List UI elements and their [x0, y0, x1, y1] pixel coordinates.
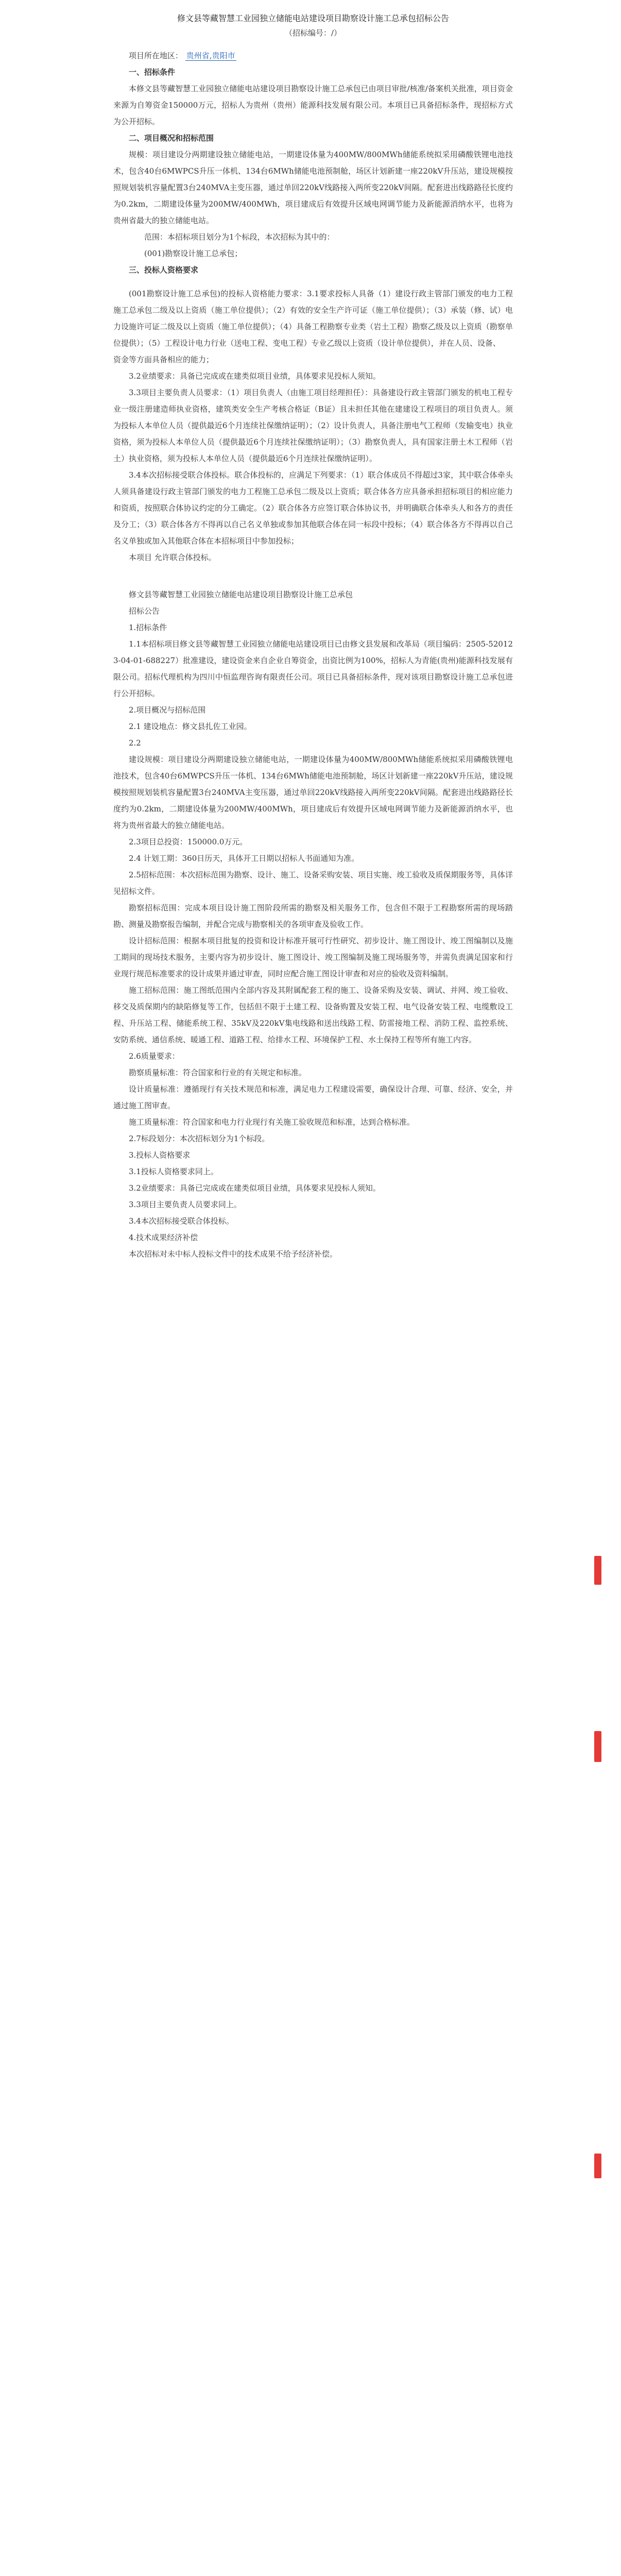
part2-paragraph: 2.3项目总投资：150000.0万元。: [129, 837, 248, 846]
scroll-marker: [594, 1556, 601, 1585]
part2-paragraph: 2.项目概况与招标范围: [129, 705, 206, 715]
part2-paragraph: 1.1本招标项目修文县等藏智慧工业园独立储能电站建设项目已由修文县发展和改革局（项目编码：2505-520123-04-01-688227）批准建设，建设资金来自企业自筹资金，出资比例为100%，招标人为青能(贵州)能源科技发展有限公司。招标代理机构为四川中恒监理咨询有限责任公司。项目已具备招标条件，现对该项目勘察设计施工总承包进行公开招标。: [113, 639, 513, 698]
part2-paragraph: 4.技术成果经济补偿: [129, 1233, 198, 1242]
section-heading: 一、招标条件: [129, 67, 176, 77]
paragraph: [113, 146, 513, 229]
part2-paragraph: 3.3项目主要负责人员要求同上。: [129, 1200, 242, 1209]
part2-paragraph: 3.2业绩要求：具备已完成或在建类似项目业绩，具体要求见投标人须知。: [129, 1183, 381, 1193]
announcement-document: [0, 0, 621, 1262]
part2-paragraph: 2.1 建设地点：修文县扎佐工业园。: [129, 722, 252, 731]
part2-paragraph: 施工招标范围：施工图纸范围内全部内容及其附属配套工程的施工、设备采购及安装、调试、并网、竣工验收、移交及质保期内的缺陷修复等工作，包括但不限于土建工程、设备购置及安装工程、电气设备安装工程、电缆敷设工程、升压站工程、储能系统工程、35kV及220kV集电线路和送出线路工程、防雷接地工程、消防工程、监控系统、安防系统、通信系统、暖通工程、道路工程、给排水工程、环境保护工程、水土保持工程等所有施工内容。: [113, 986, 513, 1044]
section-heading: 二、项目概况和招标范围: [129, 133, 214, 143]
paragraph: 本修文县等藏智慧工业园独立储能电站建设项目勘察设计施工总承包已由项目审批/核准/备案机关批准，项目资金来源为自筹资金150000万元，招标人为贵州（贵州）能源科技发展有限公司。本项目已具备招标条件，现招标方式为公开招标。: [113, 84, 513, 126]
paragraph: 本项目 允许联合体投标。: [129, 553, 216, 562]
part2-paragraph: 设计质量标准：遵循现行有关技术规范和标准，满足电力工程建设需要，确保设计合理、可靠、经济、安全，并通过施工图审查。: [113, 1084, 513, 1110]
part2-paragraph: 设计招标范围：根据本项目批复的投资和设计标准开展可行性研究、初步设计、施工图设计、竣工图编制以及施工期间的现场技术服务，主要内容为初步设计、施工图设计、竣工图编制及施工现场服务等，并需负责满足国家和行业现行规范标准要求的设计成果并通过审查，同时应配合施工图设计审查和对应的验收及资料编制。: [113, 936, 513, 978]
region-label: 项目所在地区：: [129, 51, 183, 60]
part2-paragraph: 勘察招标范围：完成本项目设计施工图阶段所需的勘察及相关服务工作，包含但不限于工程勘察所需的现场踏勘、测量及勘察报告编制，并配合完成与勘察相关的各项审查及验收工作。: [113, 903, 513, 929]
document-title: 修文县等藏智慧工业园独立储能电站建设项目勘察设计施工总承包招标公告: [177, 13, 449, 23]
paragraph: (001勘察设计施工总承包)的投标人资格能力要求：3.1要求投标人具备（1）建设行政主管部门颁发的电力工程施工总承包二级及以上资质（施工单位提供）；（2）有效的安全生产许可证（施工单位提供）；（3）承装（修、试）电力设施许可证二级及以上资质（施工单位提供）；（4）具备工程勘察专业类（岩土工程）勘察乙级及以上资质（勘察单位提供）；（5）工程设计电力行业（送电工程、变电工程）专业乙级以上资质（设计单位提供），并在人员、设备、: [113, 289, 513, 348]
part2-paragraph: 本次招标对未中标人投标文件中的技术成果不给予经济补偿。: [129, 1249, 338, 1259]
part2-content: [113, 619, 513, 1262]
part2-paragraph: 2.5招标范围：本次招标范围为勘察、设计、施工、设备采购安装、项目实施、竣工验收及质保期服务等，具体详见招标文件。: [113, 870, 513, 896]
scroll-marker: [594, 1731, 601, 1762]
part2-paragraph: 3.4本次招标接受联合体投标。: [129, 1216, 234, 1226]
region-value[interactable]: 贵州省,贵阳市: [186, 51, 235, 60]
paragraph: 3.3项目主要负责人员要求：（1）项目负责人（由施工项目经理担任）：具备建设行政主管部门颁发的机电工程专业一级注册建造师执业资格，建筑类安全生产考核合格证（B证）且未担任其他在建建设工程项目的项目负责人。须为投标人本单位人员（提供最近6个月连续社保缴纳证明）；（2）设计负责人，具备注册电气工程师（发输变电）执业资格，须为投标人本单位人员（提供最近6个月连续社保缴纳证明）；（3）勘察负责人，具有国家注册土木工程师（岩土）执业资格，须为投标人本单位人员（提供最近6个月连续社保缴纳证明）。: [113, 388, 513, 463]
part2-title: 修文县等藏智慧工业园独立储能电站建设项目勘察设计施工总承包: [129, 590, 353, 599]
part2-paragraph: 勘察质量标准：符合国家和行业的有关规定和标准。: [129, 1068, 307, 1077]
part2-subtitle: 招标公告: [129, 606, 160, 616]
scale-text: 项目建设分两期建设独立储能电站，一期建设体量为400MW/800MWh储能系统拟采用磷酸铁锂电池技术，包含40台6MWPCS升压一体机、134台6MWh储能电池预制舱，场区计划新建一座220kV升压站，建设规模按照规划装机容量配置3台240MVA主变压器，通过单回220kV线路接入两所变220kV间隔。配套进出线路路径长度约为0.2km，二期建设体量为200MW/400MWh，项目建成后有效提升区域电网调节能力及新能源消纳水平，也将为贵州省最大的独立储能电站。: [113, 150, 513, 225]
part2-paragraph: 3.1投标人资格要求同上。: [129, 1167, 218, 1176]
paragraph: 资金等方面具备相应的能力；: [113, 355, 214, 364]
part2-paragraph: 建设规模：项目建设分两期建设独立储能电站，一期建设体量为400MW/800MWh储能系统拟采用磷酸铁锂电池技术，包含40台6MWPCS升压一体机、134台6MWh储能电池预制舱，场区计划新建一座220kV升压站，建设规模按照规划装机容量配置3台240MVA主变压器，通过单回220kV线路接入两所变220kV间隔。配套进出线路路径长度约为0.2km，二期建设体量为200MW/400MWh，项目建成后有效提升区域电网调节能力及新能源消纳水平，也将为贵州省最大的独立储能电站。: [113, 755, 513, 830]
part2-paragraph: 3.投标人资格要求: [129, 1150, 191, 1160]
part2-paragraph: 施工质量标准：符合国家和电力行业现行有关施工验收规范和标准，达到合格标准。: [129, 1117, 415, 1127]
part2-paragraph: 2.6质量要求：: [129, 1052, 180, 1061]
paragraph: 3.2业绩要求：具备已完成或在建类似项目业绩，具体要求见投标人须知。: [129, 371, 381, 381]
section-heading: 三、投标人资格要求: [129, 265, 199, 275]
part2-paragraph: 2.2: [129, 738, 141, 748]
paragraph: 范围：本招标项目划分为1个标段，本次招标为其中的：: [144, 232, 335, 242]
part2-paragraph: 1.招标条件: [129, 623, 167, 632]
part2-paragraph: 2.7标段划分：本次招标划分为1个标段。: [129, 1134, 270, 1143]
lot-item: (001)勘察设计施工总承包；: [144, 249, 243, 258]
region-row: [113, 47, 513, 64]
part2-paragraph: 2.4 计划工期：360日历天，具体开工日期以招标人书面通知为准。: [129, 854, 359, 863]
scale-label: 规模：: [129, 150, 152, 159]
scroll-marker: [594, 2154, 601, 2178]
document-subtitle: （招标编号：/）: [284, 28, 342, 38]
paragraph: 3.4本次招标接受联合体投标。联合体投标的，应满足下列要求：（1）联合体成员不得超过3家，其中联合体牵头人须具备建设行政主管部门颁发的电力工程施工总承包二级及以上资质；联合体各方应具备承担招标项目的相应能力和资质，按照联合体协议约定的分工确定。（2）联合体各方应签订联合体协议书，并明确联合体牵头人和各方的责任及分工；（3）联合体各方不得再以自己名义单独或参加其他联合体在同一标段中投标；（4）联合体各方不得再以自己名义单独或加入其他联合体在本招标项目中参加投标；: [113, 470, 513, 546]
